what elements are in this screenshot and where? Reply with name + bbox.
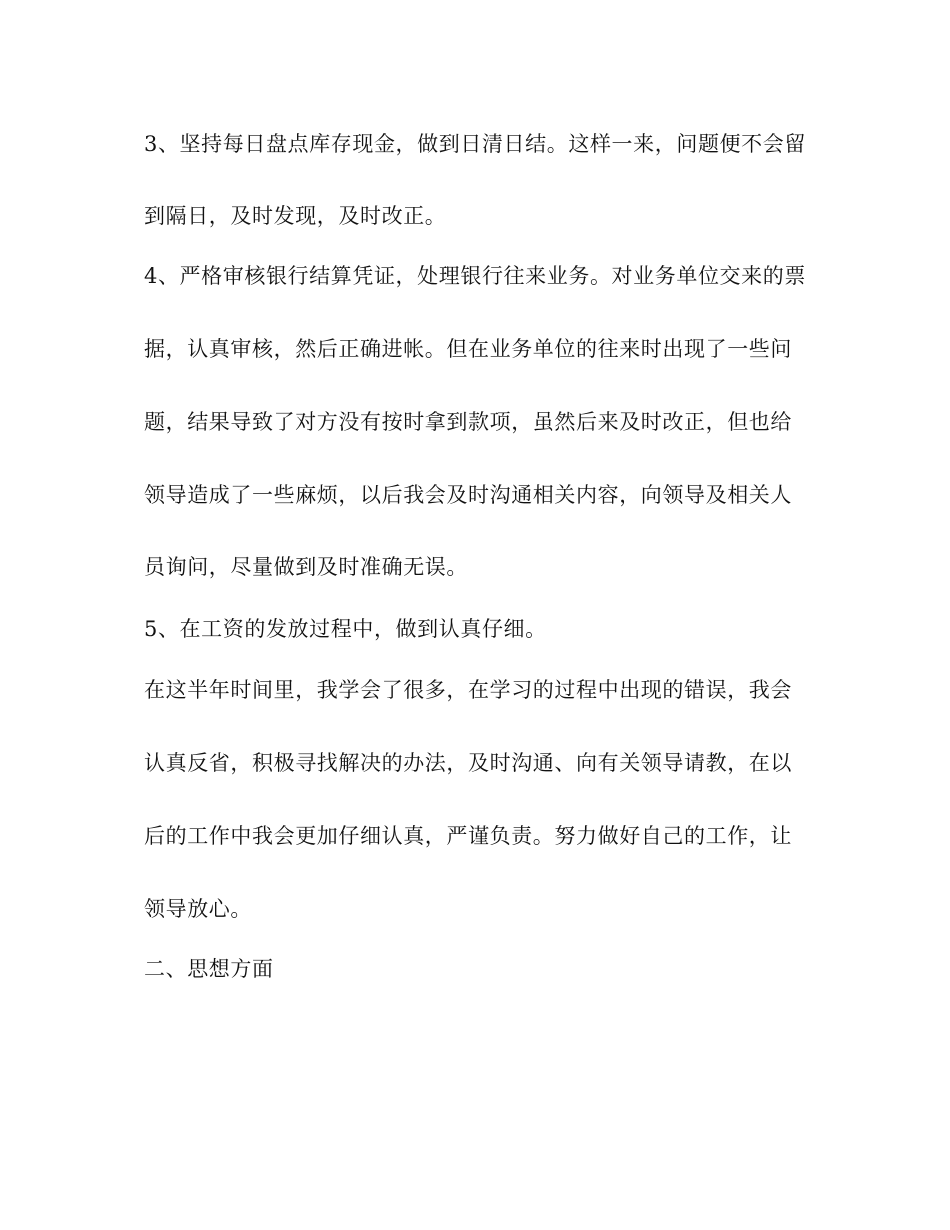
section-heading: 二、思想方面 bbox=[144, 957, 274, 981]
text-line: 题，结果导致了对方没有按时拿到款项，虽然后来及时改正，但也给 bbox=[144, 410, 792, 434]
text-line: 据，认真审核，然后正确进帐。但在业务单位的往来时出现了一些问 bbox=[144, 337, 792, 361]
text-line: 在这半年时间里，我学会了很多，在学习的过程中出现的错误，我会 bbox=[144, 678, 792, 702]
text-line: 5、在工资的发放过程中，做到认真仔细。 bbox=[144, 617, 547, 641]
text-line: 认真反省，积极寻找解决的办法，及时沟通、向有关领导请教，在以 bbox=[144, 751, 792, 775]
text-line: 3、坚持每日盘点库存现金，做到日清日结。这样一来，问题便不会留 bbox=[144, 132, 806, 156]
text-line: 后的工作中我会更加仔细认真，严谨负责。努力做好自己的工作，让 bbox=[144, 824, 792, 848]
text-line: 4、严格审核银行结算凭证，处理银行往来业务。对业务单位交来的票 bbox=[144, 264, 806, 288]
text-line: 到隔日，及时发现，及时改正。 bbox=[144, 204, 447, 228]
text-line: 领导造成了一些麻烦，以后我会及时沟通相关内容，向领导及相关人 bbox=[144, 483, 792, 507]
text-line: 领导放心。 bbox=[144, 897, 252, 921]
text-line: 员询问，尽量做到及时准确无误。 bbox=[144, 555, 468, 579]
